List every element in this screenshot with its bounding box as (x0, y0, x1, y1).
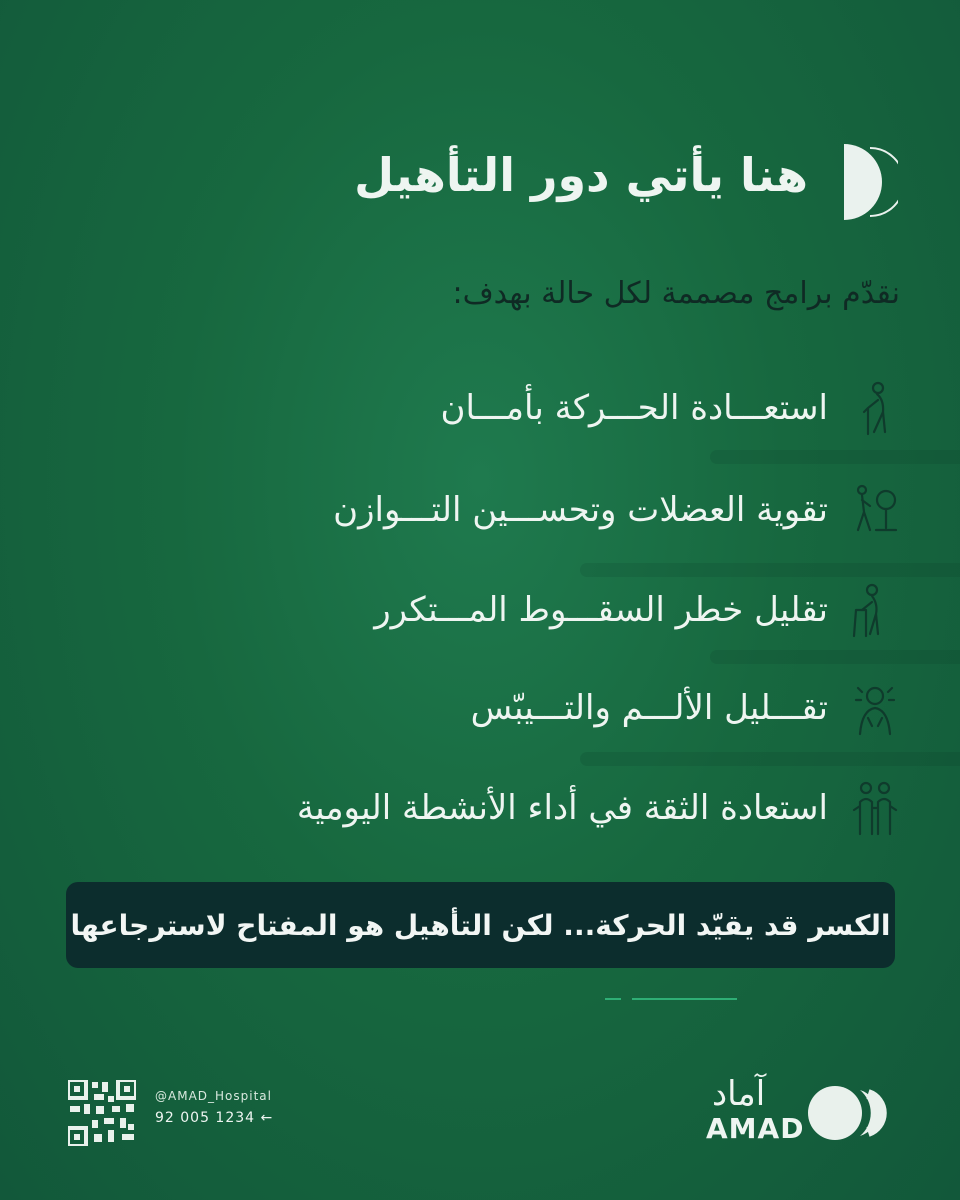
list-item-label: تقليل خطر السقـــوط المـــتكرر (374, 590, 828, 630)
list-item (200, 368, 900, 448)
highlight-banner (66, 882, 895, 968)
banner-text: الكسر قد يقيّد الحركة... لكن التأهيل هو المفتاح لاسترجاعها (70, 908, 891, 942)
pain-person-icon (850, 678, 900, 738)
elderly-cane-icon (850, 378, 900, 438)
page-title: هنا يأتي دور التأهيل (354, 148, 808, 202)
list-item-label: تقـــليل الألـــم والتـــيبّس (470, 688, 828, 728)
qr-code-icon (68, 1080, 136, 1146)
phone-number: 92 005 1234 ← (155, 1110, 274, 1126)
intro-text: نقدّم برامج مصممة لكل حالة بهدف: (452, 276, 900, 311)
divider (605, 998, 621, 1000)
half-circle-logo-icon (838, 140, 898, 224)
decor-stripe (710, 650, 960, 664)
amad-circles-logo-icon (806, 1084, 892, 1142)
list-item-label: استعادة الثقة في أداء الأنشطة اليومية (296, 788, 828, 828)
walking-tree-icon (850, 480, 900, 540)
list-item (200, 668, 900, 748)
decor-stripe (710, 450, 960, 464)
decor-stripe (580, 752, 960, 766)
list-item (200, 768, 900, 848)
list-item (200, 570, 900, 650)
brand-name-arabic: آماد (712, 1074, 766, 1114)
list-item-label: استعـــادة الحـــركة بأمـــان (440, 388, 828, 428)
list-item-label: تقوية العضلات وتحســـين التـــوازن (333, 490, 828, 530)
brand-name-english: AMAD (706, 1112, 805, 1145)
list-item (200, 470, 900, 550)
assisted-walking-icon (850, 778, 900, 838)
divider (632, 998, 737, 1000)
walker-frame-icon (850, 580, 900, 640)
social-handle: @AMAD_Hospital (155, 1089, 272, 1103)
